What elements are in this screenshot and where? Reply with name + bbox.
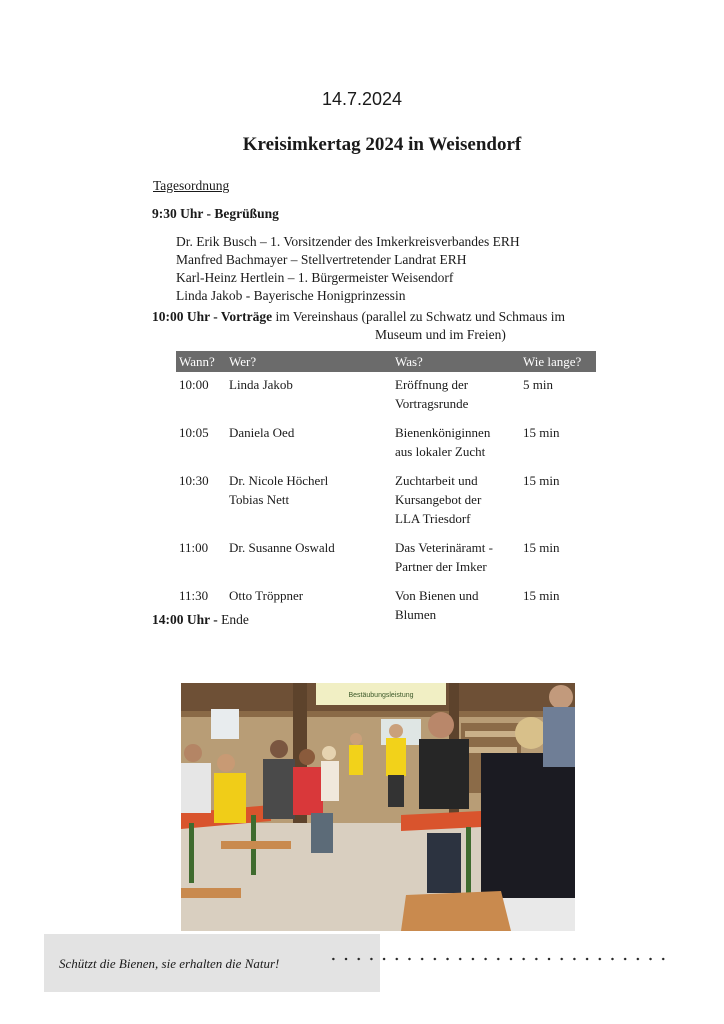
cell-what: Von Bienen und Blumen [395,588,479,622]
table-header-row [176,351,596,372]
column-header: Wann? [176,351,226,372]
column-header: Wie lange? [520,351,596,372]
speaker-line: Linda Jakob - Bayerische Honigprinzessin [176,288,406,303]
speaker-line: Dr. Erik Busch – 1. Vorsitzender des Imkerkreisverbandes ERH [176,234,520,249]
cell-when: 10:05 [179,425,209,440]
cell-what: Bienenköniginnen aus lokaler Zucht [395,425,491,459]
column-header: Wer? [226,351,392,372]
welcome-speakers [176,233,520,305]
cell-when: 11:30 [179,588,209,603]
date: 14.7.2024 [321,89,403,109]
cell-duration: 15 min [523,588,560,603]
table-row [176,419,596,467]
cell-who: Dr. Nicole Höcherl Tobias Nett [229,473,329,507]
talks-heading: 10:00 Uhr - Vorträge im Vereinshaus (parallel zu Schwatz und Schmaus im [152,309,566,324]
column-header: Was? [392,351,520,372]
event-photo [181,683,575,931]
page-title: Kreisimkertag 2024 in Weisendorf [242,134,522,155]
cell-what: Zuchtarbeit und Kursangebot der LLA Triesdorf [395,473,482,526]
table-row [176,534,596,582]
table-row [176,467,596,534]
agenda-heading: Tagesordnung [153,178,230,193]
cell-duration: 15 min [523,540,560,555]
dotted-line [327,952,672,966]
cell-who: Daniela Oed [229,425,295,440]
welcome-heading: 9:30 Uhr - Begrüßung [152,206,279,221]
cell-who: Dr. Susanne Oswald [229,540,335,555]
cell-when: 10:00 [179,377,209,392]
cell-what: Das Veterinäramt - Partner der Imker [395,540,493,574]
end-line: 14:00 Uhr - Ende [152,612,249,627]
cell-duration: 15 min [523,425,560,440]
cell-what: Eröffnung der Vortragsrunde [395,377,469,411]
cell-when: 10:30 [179,473,209,488]
speaker-line: Karl-Heinz Hertlein – 1. Bürgermeister Weisendorf [176,270,454,285]
cell-duration: 5 min [523,377,553,392]
footer-slogan: Schützt die Bienen, sie erhalten die Natur! [59,956,280,971]
speaker-line: Manfred Bachmayer – Stellvertretender Landrat ERH [176,252,467,267]
cell-who: Otto Tröppner [229,588,304,603]
cell-when: 11:00 [179,540,209,555]
talks-location: Museum und im Freien) [375,327,506,342]
table-row [176,372,596,419]
agenda-table [176,351,596,630]
cell-duration: 15 min [523,473,560,488]
banner-text: Bestäubungsleistung [348,692,414,699]
cell-who: Linda Jakob [229,377,293,392]
